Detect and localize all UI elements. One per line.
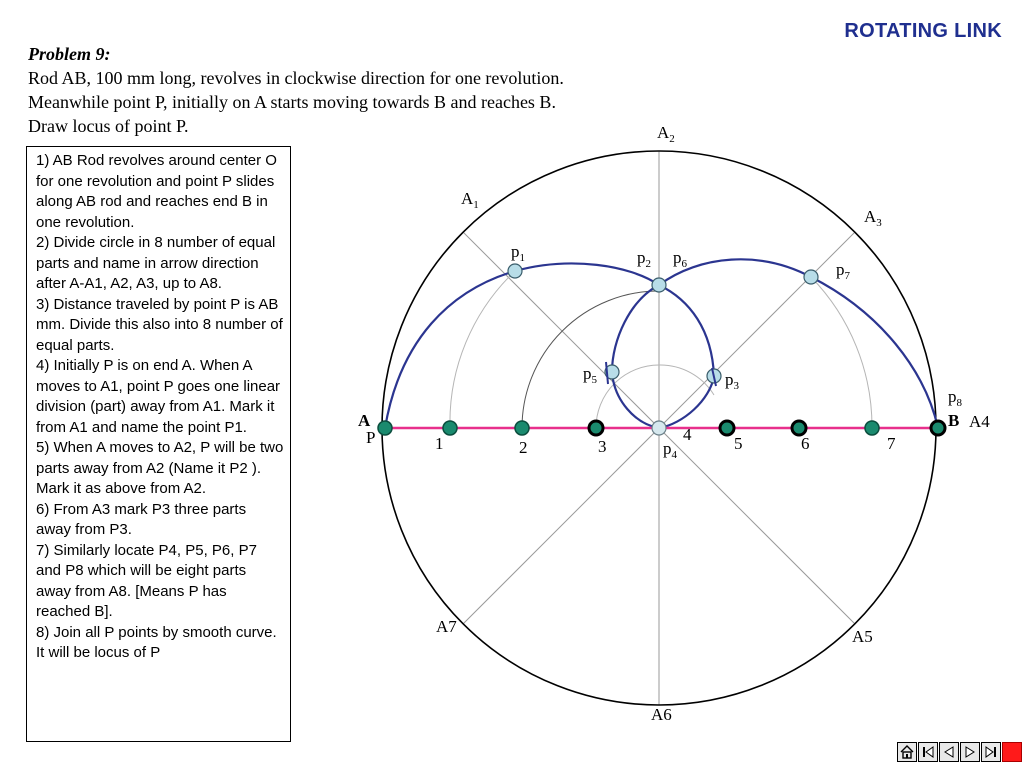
label-p7: $p_7$ [836,260,850,282]
home-icon [900,745,914,759]
label-p1: $p_1$ [511,242,525,264]
label-p5: $p_5$ [583,364,597,386]
problem-heading: Problem 9: [28,44,111,64]
step-text: 2) Divide circle in 8 number of equal parts and name in arrow direction after A-A1, A2, A3, up to A8. [36,234,276,292]
division-point-b [931,421,945,435]
step-text: 7) Similarly locate P4, P5, P6, P7 and P8 which will be eight parts away from A8. [Means P has reached B]. [36,541,257,620]
stop-button[interactable] [1002,742,1022,762]
label-p: P [366,428,376,447]
division-point-1 [443,421,457,435]
previous-slide-icon [942,745,956,759]
division-point-7 [865,421,879,435]
last-slide-button[interactable] [981,742,1001,762]
division-label-7: 7 [887,434,896,453]
construction-arc-p7 [811,277,872,428]
label-b: B [948,411,960,430]
division-point-4 [652,421,666,435]
label-a3: $A_3$ [864,207,882,229]
previous-slide-button[interactable] [939,742,959,762]
label-a5: A5 [852,627,873,646]
division-label-3: 3 [598,437,607,456]
label-a2: $A_2$ [657,123,675,145]
construction-arc-p1 [450,271,515,428]
next-slide-icon [963,745,977,759]
division-label-2: 2 [519,438,528,457]
label-a1: $A_1$ [461,189,479,211]
stop-icon [1006,746,1018,758]
step-text: 6) From A3 mark P3 three parts away from P3. [36,500,247,538]
division-label-6: 6 [801,434,810,453]
label-a6: A6 [651,705,672,724]
label-p8: $p_8$ [948,387,962,409]
problem-line: Rod AB, 100 mm long, revolves in clockwise direction for one revolution. [28,68,564,88]
division-label-4: 4 [683,425,692,444]
first-slide-button[interactable] [918,742,938,762]
label-p2: $p_2$ [637,248,651,270]
division-point-2 [515,421,529,435]
tick-mark-p5 [606,362,608,384]
step-text: 3) Distance traveled by point P is AB mm. Divide this also into 8 number of equal parts. [36,295,283,354]
step-text: 5) When A moves to A2, P will be two parts away from A2 (Name it P2 ). Mark it as above from A2. [36,439,284,497]
step-text: 4) Initially P is on end A. When A moves to A1, point P goes one linear division (part) away from A1. Mark it from A1 and name the point P1. [36,357,281,436]
label-p4: $p_4$ [663,439,677,461]
last-slide-icon [984,745,998,759]
home-button[interactable] [897,742,917,762]
division-point-5 [720,421,734,435]
division-label-5: 5 [734,434,743,453]
division-label-1: 1 [435,434,444,453]
label-a: A [358,411,371,430]
division-point-a [378,421,392,435]
locus-point-p2 [652,278,666,292]
step-text: 8) Join all P points by smooth curve. It will be locus of P [36,623,277,661]
label-p6: $p_6$ [673,248,687,270]
division-point-3 [589,421,603,435]
problem-line: Meanwhile point P, initially on A starts moving towards B and reaches B. [28,92,556,112]
next-slide-button[interactable] [960,742,980,762]
locus-point-p7 [804,270,818,284]
step-text: 1) AB Rod revolves around center O for one revolution and point P slides along AB rod and reaches end B in one revolution. [36,152,277,231]
label-a4: A4 [969,412,990,431]
label-p3: $p_3$ [725,370,739,392]
locus-point-p1 [508,264,522,278]
first-slide-icon [921,745,935,759]
division-point-6 [792,421,806,435]
label-a7: A7 [436,617,457,636]
problem-line: Draw locus of point P. [28,116,189,136]
slide-navigation [897,742,1022,762]
slide-title: ROTATING LINK [844,20,1002,42]
